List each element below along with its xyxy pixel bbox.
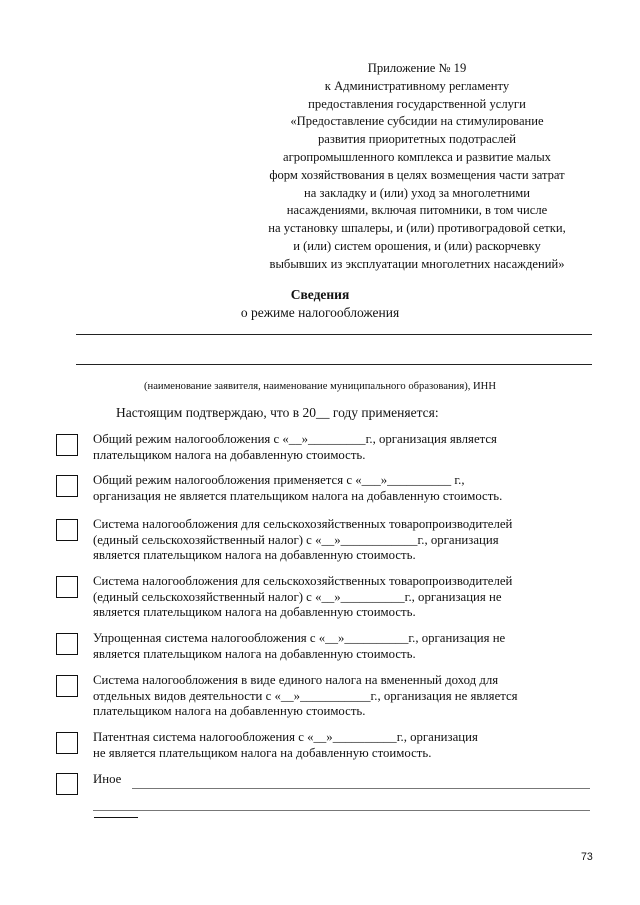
option-text: Система налогообложения в виде единого налога на вмененный доход для отдельных видов деятельности с «__»___________г., организация не является плательщиком налога на добавленную стоимость. [93,673,518,719]
option-text: Общий режим налогообложения с «__»_________г., организация является плательщиком налога на добавленную стоимость. [93,432,497,462]
footnote-rule [94,817,138,818]
option-text: Патентная система налогообложения с «__»__________г., организация не является плательщиком налога на добавленную стоимость. [93,730,478,760]
annex-line: на закладку и (или) уход за многолетними [304,185,530,200]
annex-line: развития приоритетных подотраслей [317,132,517,147]
annex-line: предоставления государственной услуги [308,96,526,111]
applicant-caption: (наименование заявителя, наименование муниципального образования), ИНН [144,381,496,392]
annex-header [232,60,602,274]
annex-line: насаждениями, включая питомники, в том числе [286,203,548,218]
applicant-inn-field[interactable] [76,364,592,365]
option-text: Упрощенная система налогообложения с «__»__________г., организация не является плательщиком налога на добавленную стоимость. [93,631,506,661]
annex-line: Приложение № 19 [367,61,467,75]
option-text: Система налогообложения для сельскохозяйственных товаропроизводителей (единый сельскохозяйственный налог) с «__»____________г., организация является плательщиком налога на добавленную стоимость. [93,517,513,563]
option-text: Общий режим налогообложения применяется с «___»__________ г., организация не является плательщиком налога на добавленную стоимость. [93,473,503,503]
other-label: Иное [93,772,122,786]
checkbox[interactable] [56,434,78,456]
confirm-statement: Настоящим подтверждаю, что в 20__ году применяется: [116,405,439,420]
checkbox[interactable] [56,519,78,541]
annex-line: форм хозяйствования в целях возмещения части затрат [269,167,565,182]
page-number: 73 [581,851,593,863]
document-subtitle: о режиме налогообложения [240,305,400,320]
annex-line: на установку шпалеры, и (или) противоградовой сетки, [268,221,566,236]
annex-line: выбывших из эксплуатации многолетних насаждений» [269,256,565,271]
annex-line: агропромышленного комплекса и развитие малых [283,149,551,164]
annex-line: и (или) систем орошения, и (или) раскорчевку [293,238,541,253]
other-input-line[interactable] [93,810,590,811]
option-text: Система налогообложения для сельскохозяйственных товаропроизводителей (единый сельскохозяйственный налог) с «__»__________г., организация не является плательщиком налога на добавленную стоимость. [93,574,513,620]
checkbox[interactable] [56,675,78,697]
annex-line: к Административному регламенту [324,78,510,93]
annex-line: «Предоставление субсидии на стимулирование [290,114,544,129]
applicant-name-field[interactable] [76,334,592,335]
checkbox[interactable] [56,576,78,598]
checkbox[interactable] [56,732,78,754]
checkbox[interactable] [56,773,78,795]
document-title: Сведения [290,287,350,302]
checkbox[interactable] [56,475,78,497]
other-input-line[interactable] [132,788,590,789]
checkbox[interactable] [56,633,78,655]
